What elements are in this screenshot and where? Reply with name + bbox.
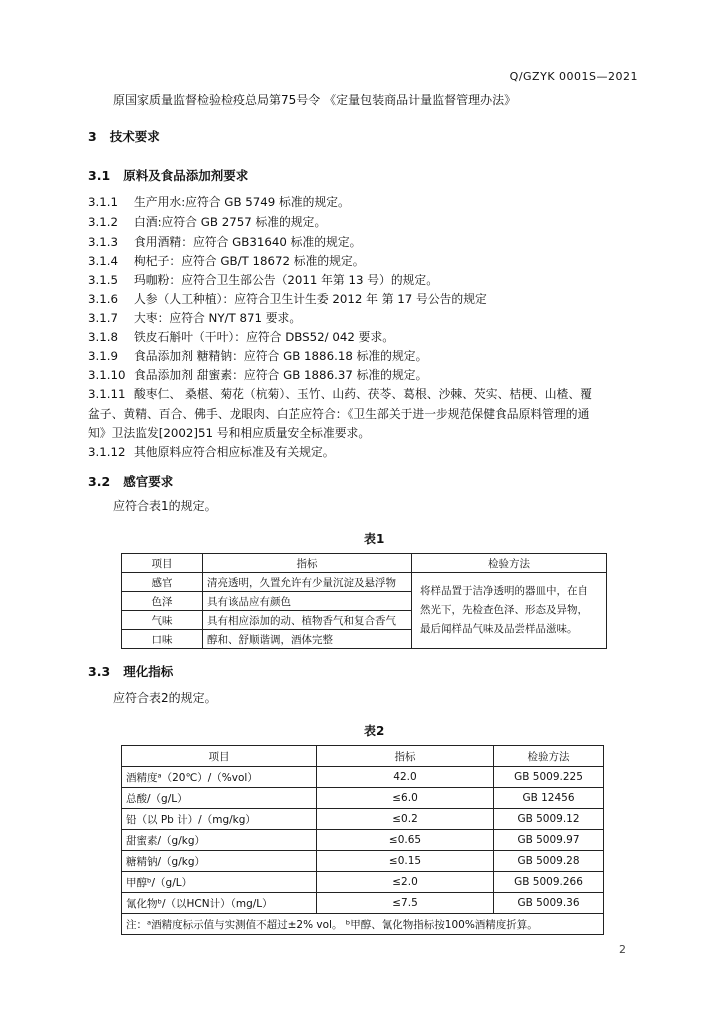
list-item <box>88 271 438 288</box>
table-note: 注：ᵃ酒精度标示值与实测值不超过±2% vol。 ᵇ甲醇、氰化物指标按100%酒精度折算。 <box>122 914 604 935</box>
table-cell: ≤7.5 <box>317 893 494 914</box>
table-cell: 甜蜜素/（g/kg） <box>122 830 317 851</box>
item-number: 3.1.8 <box>88 330 119 344</box>
section-body: 应符合表2的规定。 <box>113 691 217 705</box>
item-text: 生产用水:应符合 GB 5749 标准的规定。 <box>134 195 350 209</box>
item-number: 3.1.3 <box>88 235 119 249</box>
item-number: 3.1.12 <box>88 445 126 459</box>
section-3-2-heading <box>88 472 173 490</box>
table-caption: 表1 <box>364 532 385 546</box>
section-title: 原料及食品添加剂要求 <box>123 168 249 183</box>
section-title: 理化指标 <box>123 664 174 679</box>
table-row <box>122 893 604 914</box>
document-number: Q/GZYK 0001S—2021 <box>509 70 638 83</box>
table-row <box>122 830 604 851</box>
physicochemical-table <box>121 745 604 935</box>
table-cell: 甲醇ᵇ/（g/L） <box>122 872 317 893</box>
column-header: 项目 <box>122 554 203 573</box>
table-cell: GB 5009.225 <box>494 767 604 788</box>
table-row <box>122 788 604 809</box>
section-3-heading <box>88 127 160 145</box>
reference-line: 原国家质量监督检验检疫总局第75号令 《定量包装商品计量监督管理办法》 <box>113 93 517 107</box>
item-text: 酸枣仁、 桑椹、菊花（杭菊）、玉竹、山药、茯苓、葛根、沙棘、芡实、桔梗、山楂、覆 <box>134 387 592 401</box>
section-number: 3.2 <box>88 474 111 489</box>
column-header: 项目 <box>122 746 317 767</box>
column-header: 指标 <box>203 554 412 573</box>
table-row <box>122 851 604 872</box>
section-3-3-heading <box>88 662 173 680</box>
table-cell: 感官 <box>122 573 203 592</box>
item-number: 3.1.2 <box>88 215 119 229</box>
item-number: 3.1.6 <box>88 292 119 306</box>
item-text: 铁皮石斛叶（干叶）：应符合 DBS52/ 042 要求。 <box>134 330 395 344</box>
item-text: 其他原料应符合相应标准及有关规定。 <box>134 445 335 459</box>
list-item <box>88 385 592 402</box>
table-row <box>122 872 604 893</box>
table-cell: ≤0.15 <box>317 851 494 872</box>
section-number: 3.1 <box>88 168 111 183</box>
table-cell: GB 5009.97 <box>494 830 604 851</box>
item-text: 食品添加剂 糖精钠：应符合 GB 1886.18 标准的规定。 <box>134 349 428 363</box>
table-header-row <box>122 746 604 767</box>
table-cell: 酒精度ᵃ（20℃）/（%vol） <box>122 767 317 788</box>
table-row <box>122 809 604 830</box>
table-cell: ≤0.2 <box>317 809 494 830</box>
sensory-table <box>121 553 607 649</box>
section-number: 3.3 <box>88 664 111 679</box>
item-number: 3.1.1 <box>88 195 119 209</box>
section-number: 3 <box>88 129 97 144</box>
section-title: 感官要求 <box>123 474 174 489</box>
item-text: 食用酒精：应符合 GB31640 标准的规定。 <box>134 235 362 249</box>
item-text: 白酒:应符合 GB 2757 标准的规定。 <box>134 215 327 229</box>
item-number: 3.1.5 <box>88 273 119 287</box>
list-item <box>88 443 335 460</box>
list-item <box>88 290 487 307</box>
table-cell: 气味 <box>122 611 203 630</box>
table-cell: 清亮透明，久置允许有少量沉淀及悬浮物 <box>203 573 412 592</box>
list-item <box>88 252 365 269</box>
column-header: 指标 <box>317 746 494 767</box>
column-header: 检验方法 <box>412 554 607 573</box>
page-number: 2 <box>619 943 626 956</box>
list-item <box>88 309 301 326</box>
table-cell: GB 5009.12 <box>494 809 604 830</box>
list-item <box>88 328 394 345</box>
item-number: 3.1.4 <box>88 254 119 268</box>
item-text: 人参（人工种植）：应符合卫生计生委 2012 年 第 17 号公告的规定 <box>134 292 487 306</box>
item-text: 大枣：应符合 NY/T 871 要求。 <box>134 311 302 325</box>
table-cell: 口味 <box>122 630 203 649</box>
list-item-continuation: 盆子、黄精、百合、佛手、龙眼肉、白芷应符合：《卫生部关于进一步规范保健食品原料管理的通 <box>88 407 590 421</box>
table-cell: ≤6.0 <box>317 788 494 809</box>
table-cell: 42.0 <box>317 767 494 788</box>
list-item-continuation: 知》卫法监发[2002]51 号和相应质量安全标准要求。 <box>88 426 371 440</box>
table-cell: GB 12456 <box>494 788 604 809</box>
list-item <box>88 213 326 230</box>
table-cell: ≤2.0 <box>317 872 494 893</box>
table-cell: 将样品置于洁净透明的器皿中，在自然光下，先检查色泽、形态及异物，最后闻样品气味及品尝样品滋味。 <box>412 573 607 649</box>
table-cell: 铅（以 Pb 计）/（mg/kg） <box>122 809 317 830</box>
table-note-row <box>122 914 604 935</box>
table-cell: 总酸/（g/L） <box>122 788 317 809</box>
list-item <box>88 366 427 383</box>
section-body: 应符合表1的规定。 <box>113 499 217 513</box>
item-text: 食品添加剂 甜蜜素：应符合 GB 1886.37 标准的规定。 <box>134 368 428 382</box>
table-row <box>122 767 604 788</box>
table-cell: 色泽 <box>122 592 203 611</box>
column-header: 检验方法 <box>494 746 604 767</box>
item-number: 3.1.7 <box>88 311 119 325</box>
table-header-row <box>122 554 607 573</box>
section-title: 技术要求 <box>109 129 160 144</box>
list-item <box>88 347 427 364</box>
table-row <box>122 573 607 592</box>
table-cell: GB 5009.266 <box>494 872 604 893</box>
list-item <box>88 233 361 250</box>
table-cell: GB 5009.36 <box>494 893 604 914</box>
item-number: 3.1.10 <box>88 368 126 382</box>
item-number: 3.1.9 <box>88 349 119 363</box>
table-caption: 表2 <box>364 724 385 738</box>
section-3-1-heading <box>88 166 248 184</box>
table-cell: 具有相应添加的动、植物香气和复合香气 <box>203 611 412 630</box>
table-cell: 具有该品应有颜色 <box>203 592 412 611</box>
item-text: 玛咖粉：应符合卫生部公告（2011 年第 13 号）的规定。 <box>134 273 439 287</box>
table-cell: 糖精钠/（g/kg） <box>122 851 317 872</box>
item-text: 枸杞子：应符合 GB/T 18672 标准的规定。 <box>134 254 365 268</box>
item-number: 3.1.11 <box>88 387 126 401</box>
table-cell: ≤0.65 <box>317 830 494 851</box>
table-cell: 醇和、舒顺谐调，酒体完整 <box>203 630 412 649</box>
list-item <box>88 193 350 210</box>
table-cell: 氰化物ᵇ/（以HCN计）（mg/L） <box>122 893 317 914</box>
table-cell: GB 5009.28 <box>494 851 604 872</box>
